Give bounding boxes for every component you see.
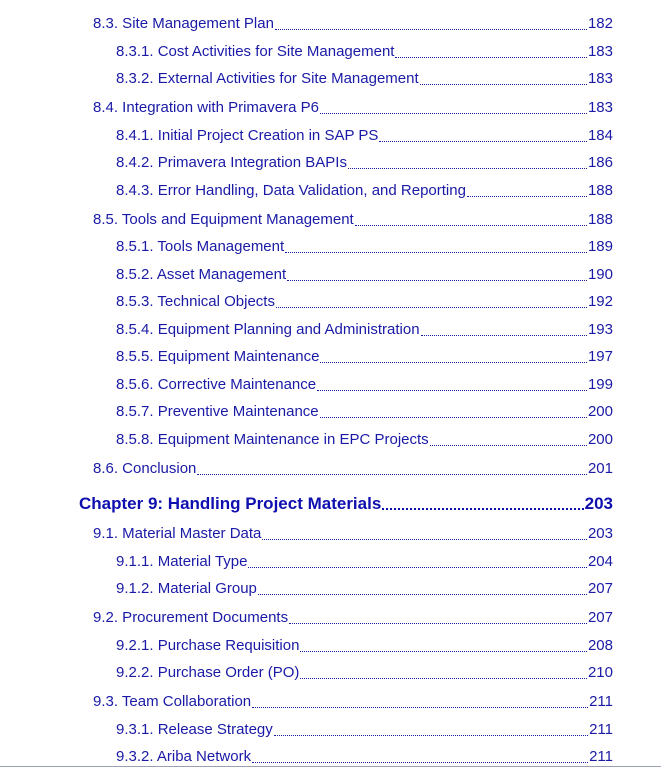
toc-entry-title: 8.4. Integration with Primavera P6 [93,99,319,116]
toc-entry-title: 8.3.1. Cost Activities for Site Management [116,43,395,60]
toc-page-number: 193 [587,321,613,338]
toc-entry-title: 9.2.1. Purchase Requisition [116,637,300,654]
toc-entry-link[interactable] [93,692,613,712]
dot-leader [348,168,587,169]
toc-page-number: 184 [587,127,613,144]
toc-page-number: 211 [589,748,613,765]
toc-entry-title: 8.5.4. Equipment Planning and Administration [116,321,420,338]
toc-entry-title: 8.5.5. Equipment Maintenance [116,348,320,365]
toc-entry-link[interactable] [116,265,613,285]
toc-entry-title: Chapter 9: Handling Project Materials [79,494,382,513]
toc-entry-title: 8.5.1. Tools Management [116,238,285,255]
toc-entry-title: 8.4.2. Primavera Integration BAPIs [116,154,347,171]
dot-leader [258,594,587,595]
toc-entry-link[interactable] [116,430,613,450]
toc-chapter-link[interactable] [79,494,613,514]
toc-page-number: 211 [589,693,613,710]
page-bottom-rule [0,766,661,767]
toc-entry-link[interactable] [116,69,613,89]
dot-leader [274,735,588,736]
toc-page-number: 203 [584,494,613,513]
dot-leader [285,252,587,253]
toc-page-number: 188 [587,211,613,228]
dot-leader [467,196,587,197]
toc-entry-title: 8.5.2. Asset Management [116,266,287,283]
dot-leader [382,508,583,510]
dot-leader [320,417,587,418]
toc-page-number: 189 [587,238,613,255]
dot-leader [287,280,587,281]
toc-entry-link[interactable] [116,663,613,683]
dot-leader [300,678,587,679]
toc-entry-title: 8.3.2. External Activities for Site Management [116,70,419,87]
toc-entry-link[interactable] [93,608,613,628]
toc-entry-title: 8.4.3. Error Handling, Data Validation, and Reporting [116,182,466,199]
toc-entry-link[interactable] [116,292,613,312]
dot-leader [420,84,587,85]
dot-leader [276,307,587,308]
toc-entry-link[interactable] [116,720,613,740]
toc-page-number: 183 [587,99,613,116]
toc-page-number: 210 [587,664,613,681]
toc-entry-link[interactable] [116,402,613,422]
toc-entry-link[interactable] [93,14,613,34]
toc-entry-link[interactable] [93,98,613,118]
dot-leader [300,651,587,652]
toc-entry-title: 9.3.1. Release Strategy [116,721,273,738]
toc-entry-link[interactable] [93,210,613,230]
toc-page-number: 207 [587,609,613,626]
toc-entry-title: 8.4.1. Initial Project Creation in SAP PS [116,127,379,144]
toc-page-number: 207 [587,580,613,597]
dot-leader [355,225,587,226]
dot-leader [197,474,587,475]
toc-entry-link[interactable] [116,636,613,656]
toc-entry-link[interactable] [116,42,613,62]
toc-entry-link[interactable] [116,747,613,767]
toc-entry-link[interactable] [116,126,613,146]
toc-entry-link[interactable] [116,181,613,201]
dot-leader [379,141,587,142]
toc-page-number: 211 [589,721,613,738]
toc-page-number: 197 [587,348,613,365]
dot-leader [252,707,588,708]
toc-entry-title: 9.2.2. Purchase Order (PO) [116,664,300,681]
toc-entry-link[interactable] [116,153,613,173]
toc-entry-title: 9.1. Material Master Data [93,525,262,542]
toc-entry-link[interactable] [93,524,613,544]
toc-page-number: 200 [587,431,613,448]
toc-entry-link[interactable] [116,320,613,340]
toc-entry-title: 9.3. Team Collaboration [93,693,252,710]
toc-entry-title: 9.1.1. Material Type [116,553,248,570]
toc-entry-link[interactable] [116,579,613,599]
toc-page-number: 183 [587,70,613,87]
toc-page-number: 192 [587,293,613,310]
toc-page-number: 190 [587,266,613,283]
toc-page-number: 186 [587,154,613,171]
dot-leader [252,762,588,763]
toc-page-number: 201 [587,460,613,477]
toc-entry-link[interactable] [116,552,613,572]
toc-entry-title: 9.3.2. Ariba Network [116,748,252,765]
toc-entry-title: 9.2. Procurement Documents [93,609,289,626]
dot-leader [317,390,587,391]
toc-page-number: 208 [587,637,613,654]
toc-page-number: 203 [587,525,613,542]
dot-leader [395,57,587,58]
toc-entry-title: 8.5.8. Equipment Maintenance in EPC Projects [116,431,429,448]
toc-page-number: 188 [587,182,613,199]
toc-entry-title: 8.5.6. Corrective Maintenance [116,376,317,393]
toc-entry-link[interactable] [116,347,613,367]
dot-leader [320,362,587,363]
toc-entry-title: 9.1.2. Material Group [116,580,257,597]
toc-entry-title: 8.5.7. Preventive Maintenance [116,403,319,420]
toc-page-number: 199 [587,376,613,393]
toc-entry-title: 8.3. Site Management Plan [93,15,274,32]
dot-leader [421,335,587,336]
toc-page-number: 200 [587,403,613,420]
toc-page-number: 204 [587,553,613,570]
dot-leader [430,445,587,446]
dot-leader [320,113,587,114]
toc-entry-link[interactable] [116,237,613,257]
dot-leader [275,29,587,30]
dot-leader [262,539,587,540]
dot-leader [248,567,587,568]
toc-page-number: 183 [587,43,613,60]
toc-entry-title: 8.5.3. Technical Objects [116,293,275,310]
dot-leader [289,623,587,624]
toc-entry-link[interactable] [116,375,613,395]
toc-page-number: 182 [587,15,613,32]
toc-entry-title: 8.5. Tools and Equipment Management [93,211,354,228]
toc-entry-title: 8.6. Conclusion [93,460,197,477]
toc-entry-link[interactable] [93,459,613,479]
